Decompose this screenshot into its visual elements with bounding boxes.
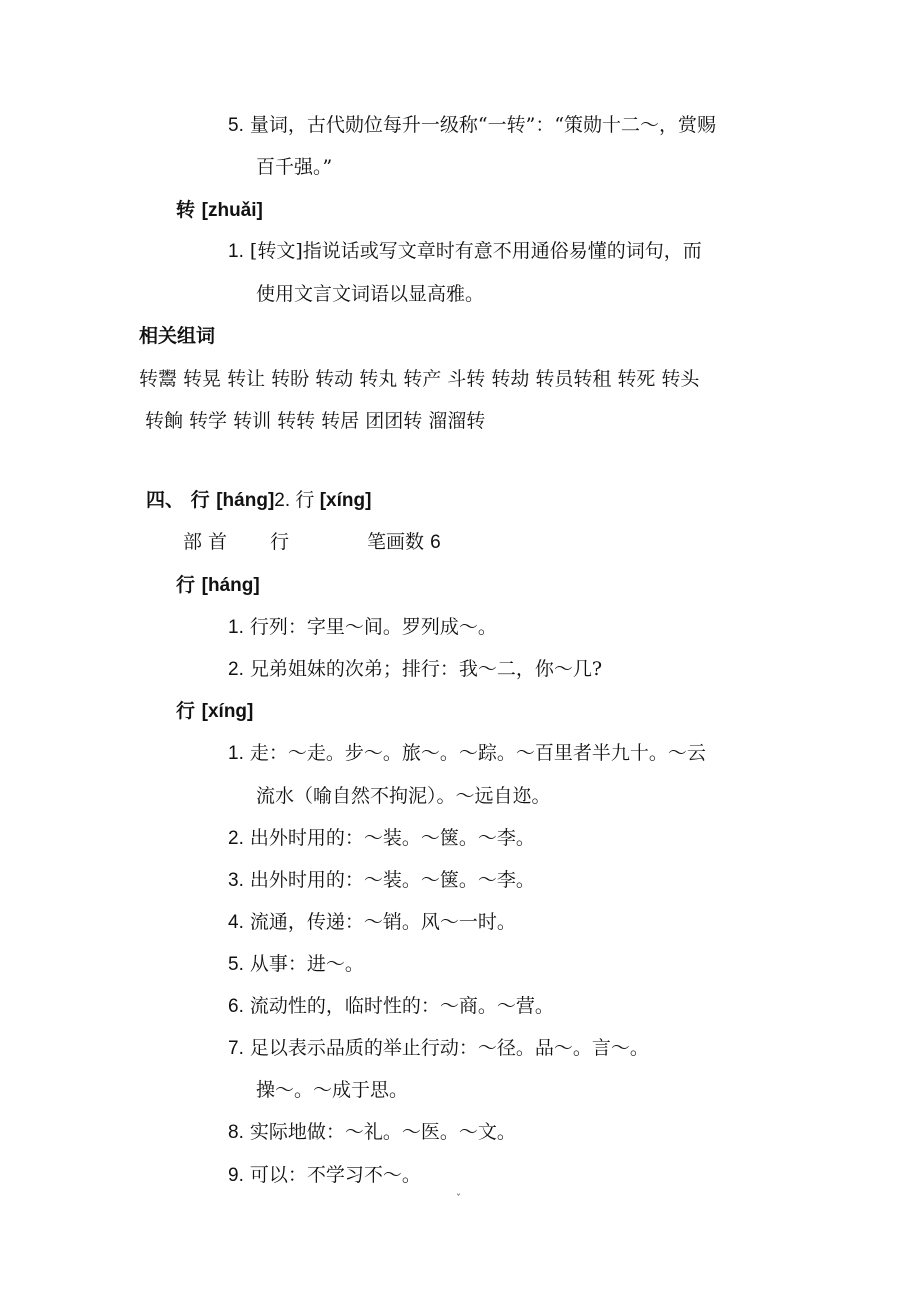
item-number: 3. — [228, 870, 244, 891]
section-pinyin: [háng] — [216, 490, 275, 511]
reading-heading — [176, 572, 260, 599]
definition-text: 足以表示品质的举止行动：～径。品～。言～。 — [249, 1037, 649, 1059]
definition-continuation: 操～。～成于思。 — [256, 1079, 409, 1101]
item-number: 4. — [228, 912, 244, 933]
related-words-line: 转餉 转学 转训 转转 转居 团团转 溜溜转 — [145, 410, 486, 432]
item-number: 5. — [228, 115, 244, 136]
section-pinyin: [xíng] — [319, 490, 372, 511]
definition-text: 可以：不学习不～。 — [249, 1164, 421, 1186]
item-number: 1. — [228, 241, 244, 262]
definition-text: 实际地做：～礼。～医。～文。 — [249, 1121, 516, 1143]
definition-item — [228, 740, 706, 767]
heading-character: 行 — [176, 700, 196, 722]
definition-text: 出外时用的：～装。～箧。～李。 — [249, 827, 535, 849]
reading-heading — [176, 698, 253, 725]
definition-text: 流动性的，临时性的：～商。～营。 — [249, 995, 554, 1017]
stroke-label: 笔画数 — [367, 531, 425, 553]
page-mark: ˇ — [456, 1194, 461, 1205]
definition-item — [228, 1162, 421, 1189]
radical-value: 行 — [270, 531, 290, 553]
section-mid: 2. 行 — [274, 490, 320, 511]
definition-continuation: 使用文言文词语以显高雅。 — [256, 283, 485, 305]
heading-pinyin: [xíng] — [201, 701, 254, 722]
item-number: 9. — [228, 1165, 244, 1186]
heading-character: 转 — [176, 199, 196, 221]
item-number: 2. — [228, 659, 244, 680]
definition-item — [228, 867, 535, 894]
definition-text: 走：～走。步～。旅～。～踪。～百里者半九十。～云 — [249, 742, 706, 764]
item-number: 8. — [228, 1122, 244, 1143]
related-words-line: 转鬻 转晃 转让 转盼 转动 转丸 转产 斗转 转劫 转员转租 转死 转头 — [139, 368, 700, 390]
definition-text: 出外时用的：～装。～箧。～李。 — [249, 869, 535, 891]
definition-item — [228, 238, 702, 265]
item-number: 7. — [228, 1038, 244, 1059]
definition-continuation: 百千强。” — [256, 156, 333, 178]
definition-text: [转文]指说话或写文章时有意不用通俗易懂的词句，而 — [249, 240, 702, 262]
related-words-title: 相关组词 — [139, 325, 216, 347]
definition-item — [228, 656, 602, 683]
definition-item — [228, 112, 716, 139]
item-number: 6. — [228, 996, 244, 1017]
reading-heading — [176, 197, 263, 224]
definition-item — [228, 825, 535, 852]
stroke-value: 6 — [430, 532, 441, 553]
definition-text: 量词，古代勋位每升一级称“一转”：“策勋十二～，赏赐 — [249, 114, 717, 136]
definition-text: 行列：字里～间。罗列成～。 — [249, 616, 497, 638]
item-number: 1. — [228, 743, 244, 764]
radical-label: 部 首 — [183, 531, 228, 553]
definition-continuation: 流水（喻自然不拘泥）。～远自迩。 — [256, 785, 551, 807]
definition-text: 从事：进～。 — [249, 953, 364, 975]
definition-text: 兄弟姐妹的次弟；排行：我～二，你～几? — [249, 658, 603, 680]
heading-character: 行 — [176, 574, 196, 596]
section-prefix: 四、 行 — [146, 489, 217, 511]
definition-item — [228, 1119, 516, 1146]
item-number: 5. — [228, 954, 244, 975]
stroke-count — [367, 529, 441, 556]
section-heading — [146, 487, 371, 514]
definition-item — [228, 993, 554, 1020]
item-number: 2. — [228, 828, 244, 849]
heading-pinyin: [háng] — [201, 575, 260, 596]
definition-item — [228, 909, 516, 936]
definition-text: 流通，传递：～销。风～一时。 — [249, 911, 516, 933]
definition-item — [228, 614, 497, 641]
item-number: 1. — [228, 617, 244, 638]
heading-pinyin: [zhuǎi] — [201, 200, 263, 221]
definition-item — [228, 1035, 649, 1062]
definition-item — [228, 951, 364, 978]
